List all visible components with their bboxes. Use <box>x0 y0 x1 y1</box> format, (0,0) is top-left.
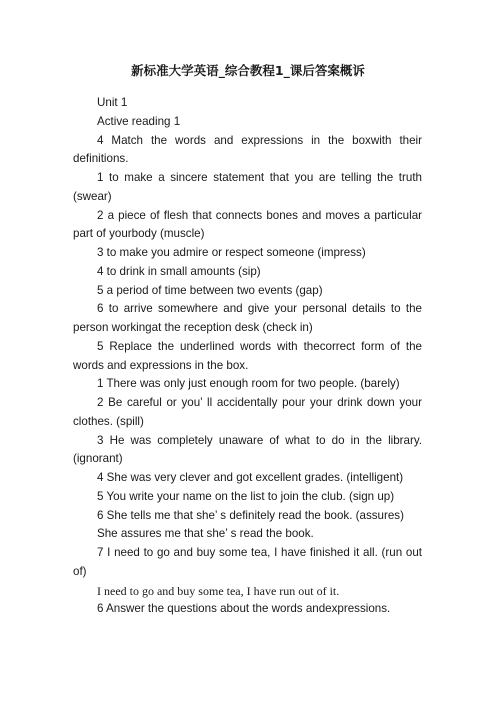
document-paragraph: She assures me that she’ s read the book. <box>97 527 314 541</box>
document-body <box>73 94 422 619</box>
document-paragraph: Unit 1 <box>97 96 128 109</box>
document-paragraph: 6 Answer the questions about the words andexpressions. <box>97 602 391 616</box>
document-paragraph: 3 He was completely unaware of what to do in the library. (ignorant) <box>73 433 422 466</box>
document-paragraph: 2 a piece of flesh that connects bones and moves a particular part of yourbody (muscle) <box>73 208 422 241</box>
document-paragraph: 4 She was very clever and got excellent grades. (intelligent) <box>97 471 404 484</box>
document-paragraph: 4 to drink in small amounts (sip) <box>97 264 261 278</box>
document-paragraph: 6 to arrive somewhere and give your personal details to the person workingat the reception desk (check in) <box>73 302 422 334</box>
document-paragraph: 6 She tells me that she’ s definitely read the book. (assures) <box>97 508 404 522</box>
document-paragraph: 4 Match the words and expressions in the boxwith their definitions. <box>73 133 422 166</box>
document-paragraph: 5 Replace the underlined words with thecorrect form of the words and expressions in the box. <box>73 339 422 372</box>
document-paragraph: I need to go and buy some tea, I have run out of it. <box>97 583 340 598</box>
document-paragraph: 1 to make a sincere statement that you are telling the truth (swear) <box>73 171 422 203</box>
document-paragraph: 2 Be careful or you’ ll accidentally pour your drink down your clothes. (spill) <box>73 396 422 428</box>
document-paragraph: 3 to make you admire or respect someone (impress) <box>97 246 366 259</box>
document-paragraph: Active reading 1 <box>97 114 181 128</box>
document-paragraph: 5 a period of time between two events (gap) <box>97 283 323 297</box>
document-paragraph: 5 You write your name on the list to join the club. (sign up) <box>97 489 395 503</box>
document-paragraph: 7 I need to go and buy some tea, I have finished it all. (run out of) <box>73 546 422 578</box>
document-paragraph: 1 There was only just enough room for two people. (barely) <box>97 377 400 391</box>
document-title: 新标准大学英语_综合教程1_课后答案概诉 <box>131 63 365 78</box>
